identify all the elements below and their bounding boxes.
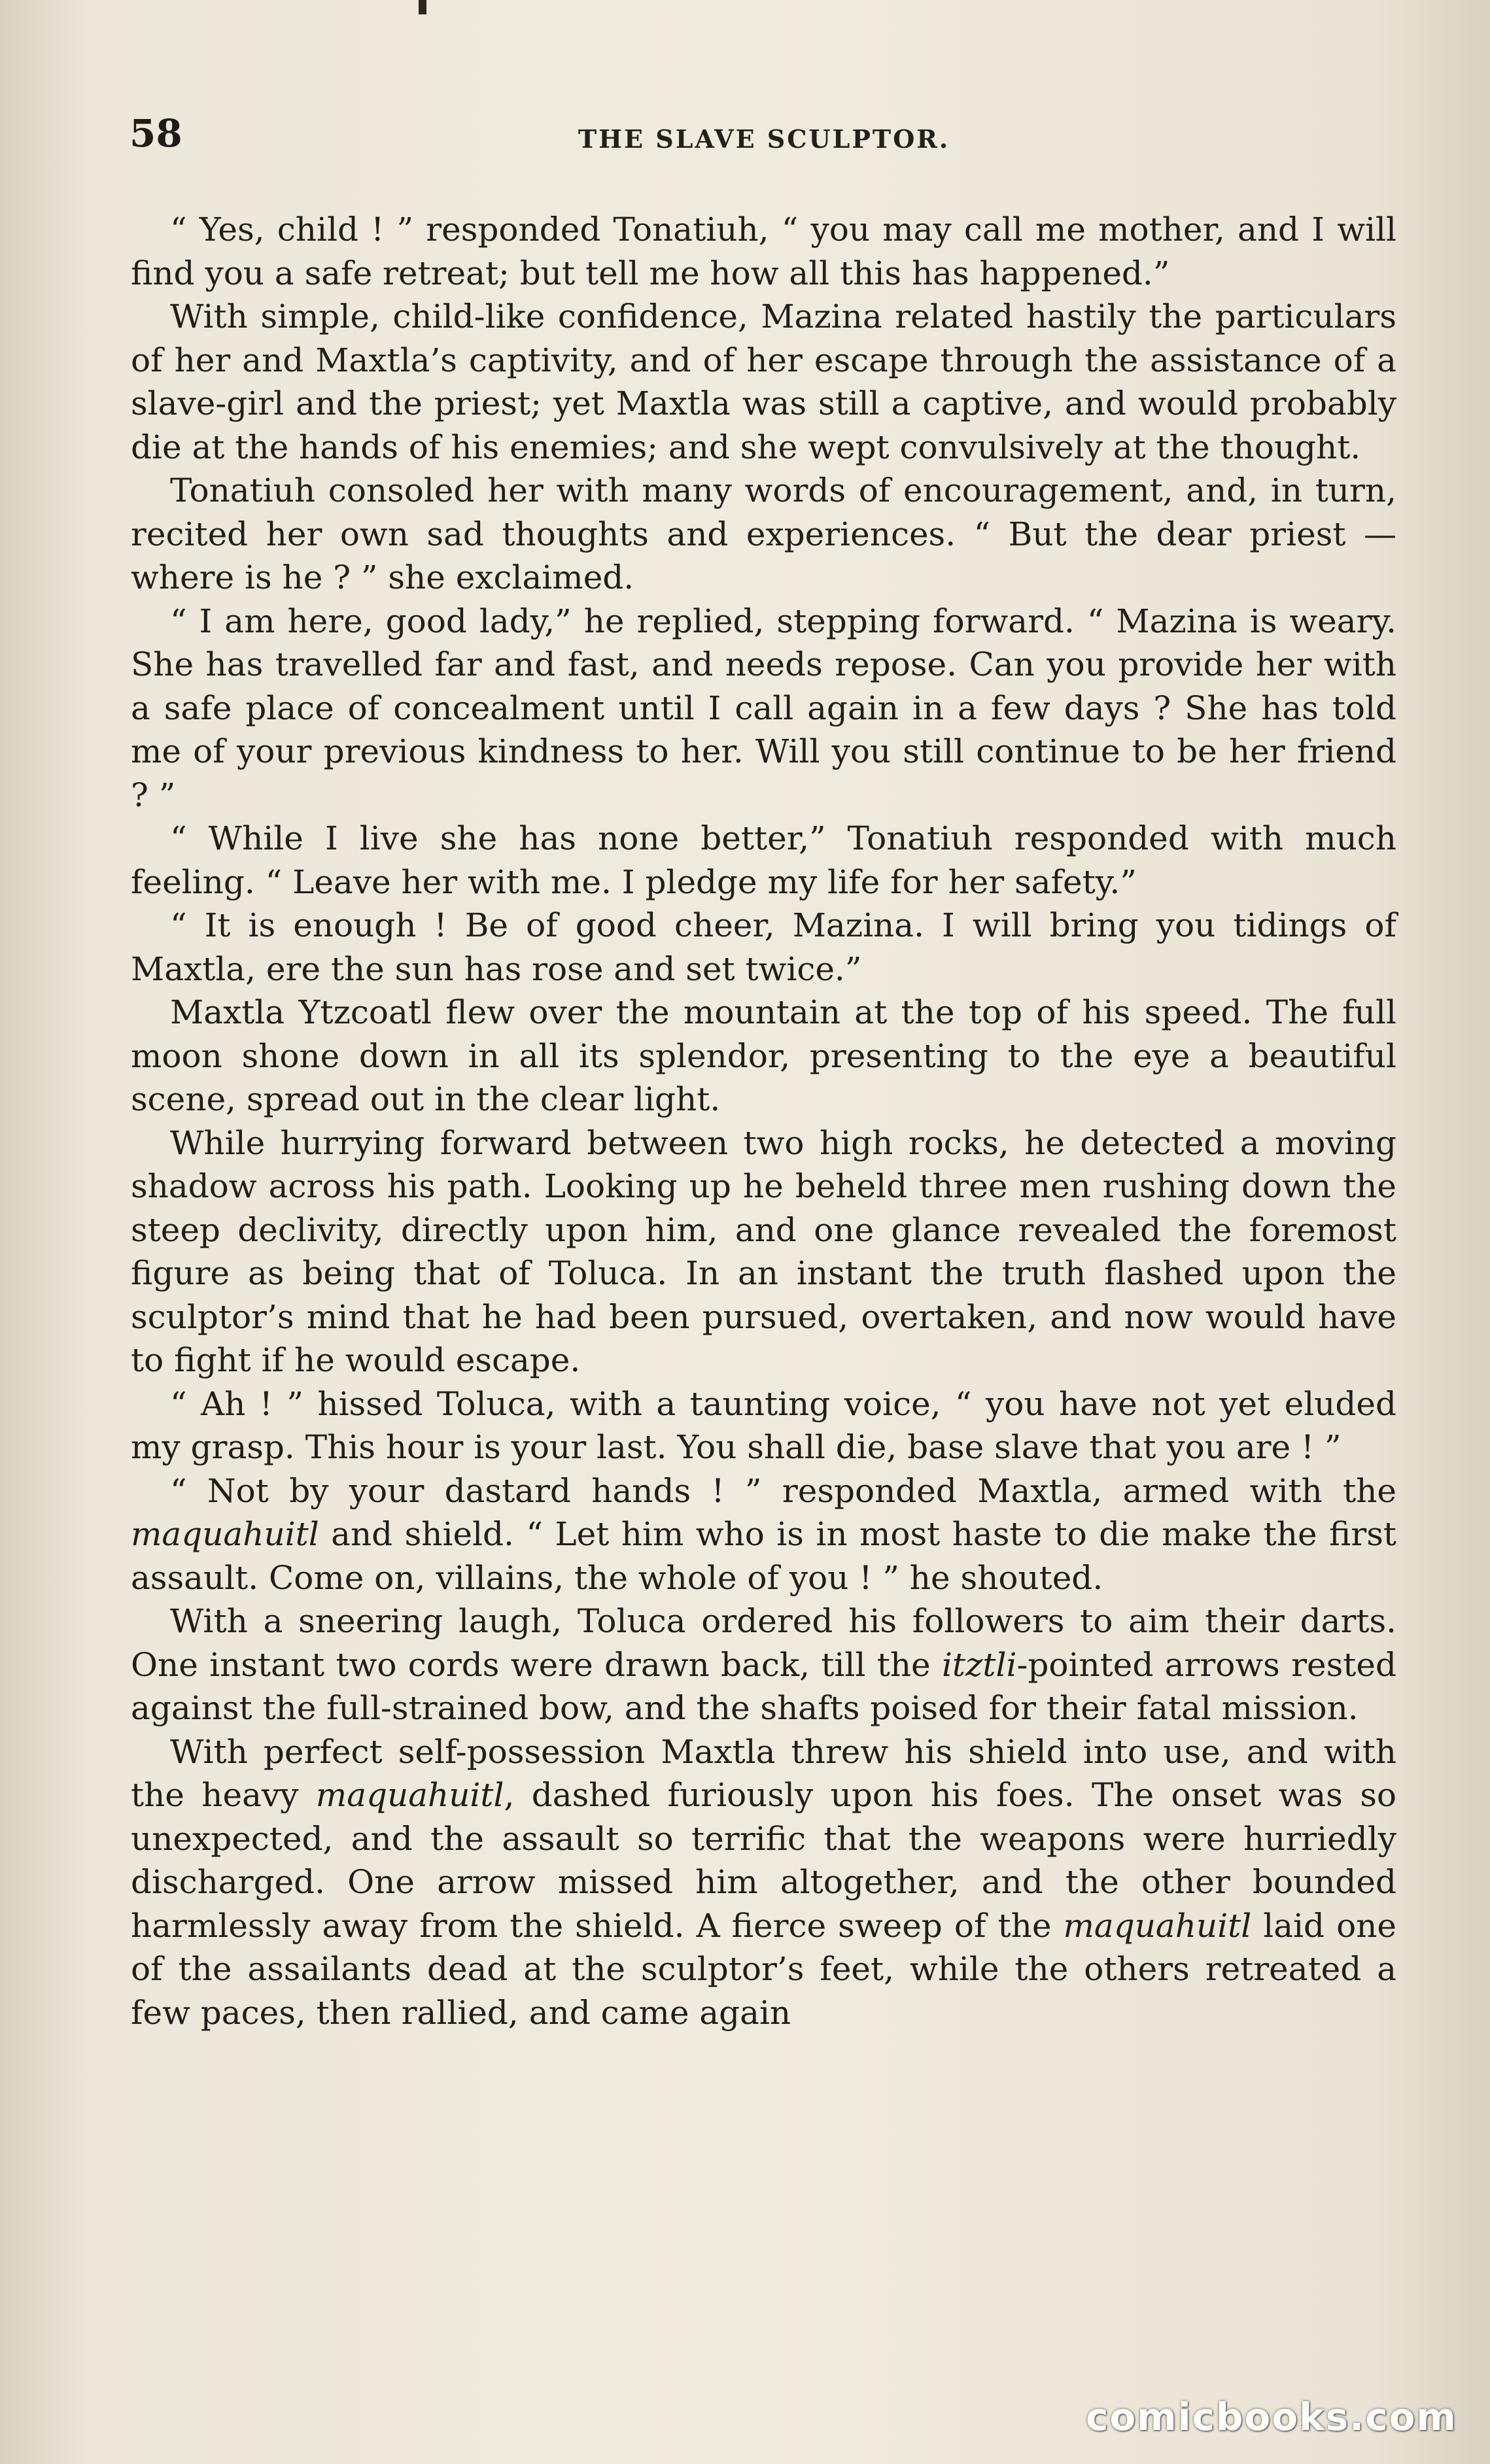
paragraph: “ I am here, good lady,” he replied, stepping forward. “ Mazina is weary. She has travelled far and fast, and needs repose. Can you provide her with a safe place of concealment until I call again in a few days ? She has told me of your previous kindness to her. Will you still continue to be her friend ? ” (131, 602, 1396, 814)
running-head: THE SLAVE SCULPTOR. (578, 124, 950, 154)
paragraph (131, 1469, 1396, 1600)
text-run: “ Not by your dastard hands ! ” responded Maxtla, armed with the (170, 1471, 1396, 1510)
paragraph: While hurrying forward between two high rocks, he detected a moving shadow across his path. Looking up he beheld three men rushing down the steep declivity, directly upon him, and one glance revealed the foremost figure as being that of Toluca. In an instant the truth flashed upon the sculptor’s mind that he had been pursued, overtaken, and now would have to fight if he would escape. (131, 1123, 1396, 1379)
page-number: 58 (130, 111, 182, 156)
paragraph: “ It is enough ! Be of good cheer, Mazina. I will bring you tidings of Maxtla, ere the sun has rose and set twice.” (131, 906, 1396, 988)
text-run: With perfect self-possession Maxtla threw his shield into use, and with the heavy (131, 1732, 1396, 1814)
paragraph (131, 1730, 1396, 2035)
italic-term: maquahuitl (131, 1515, 319, 1553)
text-run: With a sneering laugh, Toluca ordered his followers to aim their darts. One instant two cords were drawn back, till the (131, 1602, 1396, 1684)
page-header (130, 111, 1398, 163)
paragraph: Maxtla Ytzcoatl flew over the mountain at the top of his speed. The full moon shone down in all its splendor, presenting to the eye a beautiful scene, spread out in the clear light. (131, 993, 1396, 1118)
italic-term: maquahuitl (1063, 1906, 1252, 1945)
top-edge-mark (419, 0, 426, 14)
paragraph: With simple, child-like confidence, Mazina related hastily the particulars of her and Maxtla’s captivity, and of her escape through the assistance of a slave-girl and the priest; yet Maxtla was still a captive, and would probably die at the hands of his enemies; and she wept convulsively at the thought. (131, 298, 1396, 466)
italic-term: maquahuitl (315, 1776, 504, 1814)
paragraph: “ Ah ! ” hissed Toluca, with a taunting voice, “ you have not yet eluded my grasp. This hour is your last. You shall die, base slave that you are ! ” (131, 1384, 1396, 1466)
text-run: -pointed arrows rested against the full-strained bow, and the shafts poised for their fatal mission. (131, 1645, 1396, 1727)
text-run: laid one of the assailants dead at the sculptor’s feet, while the others retreated a few paces, then rallied, and came again (131, 1906, 1396, 2032)
text-run: and shield. “ Let him who is in most haste to die make the first assault. Come on, villains, the whole of you ! ” he shouted. (131, 1515, 1396, 1597)
paragraph: “ Yes, child ! ” responded Tonatiuh, “ you may call me mother, and I will find you a safe retreat; but tell me how all this has happened.” (131, 211, 1396, 292)
body-text (131, 208, 1396, 2034)
text-run: , dashed furiously upon his foes. The onset was so unexpected, and the assault so terrific that the weapons were hurriedly discharged. One arrow missed him altogether, and the other bounded harmlessly away from the shield. A fierce sweep of the (131, 1776, 1396, 1945)
paragraph: Tonatiuh consoled her with many words of encouragement, and, in turn, recited her own sad thoughts and experiences. “ But the dear priest — where is he ? ” she exclaimed. (131, 471, 1396, 596)
paragraph (131, 1600, 1396, 1730)
paragraph: “ While I live she has none better,” Tonatiuh responded with much feeling. “ Leave her with me. I pledge my life for her safety.” (131, 819, 1396, 901)
italic-term: itztli (941, 1645, 1017, 1684)
watermark-logo: comicbooks.com (1086, 2395, 1457, 2439)
